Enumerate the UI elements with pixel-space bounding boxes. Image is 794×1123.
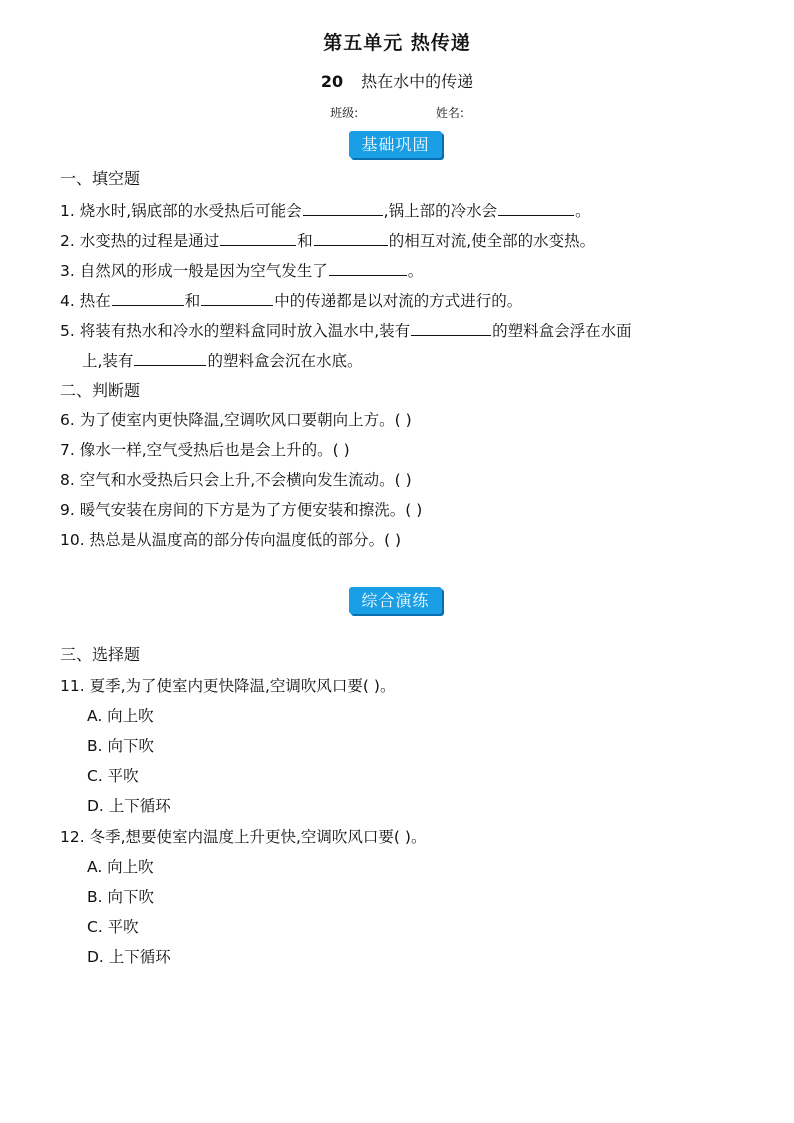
option-a[interactable]: A. 向上吹 [87,858,154,876]
question-6: 6. 为了使室内更快降温,空调吹风口要朝向上方。( ) [60,411,412,429]
lesson-number: 20 [320,72,344,91]
answer-blank[interactable] [329,260,407,276]
name-label: 姓名: [435,106,464,120]
answer-blank[interactable] [220,230,296,246]
answer-blank[interactable] [303,200,383,216]
question-2: 2. 水变热的过程是通过 和 的相互对流,使全部的水变热。 [60,232,596,250]
answer-blank[interactable] [201,290,273,306]
option-b[interactable]: B. 向下吹 [87,888,154,906]
option-b[interactable]: B. 向下吹 [87,737,154,755]
question-8: 8. 空气和水受热后只会上升,不会横向发生流动。( ) [60,471,412,489]
question-11: 11. 夏季,为了使室内更快降温,空调吹风口要( )。 [60,677,396,695]
answer-blank[interactable] [134,350,206,366]
question-10: 10. 热总是从温度高的部分传向温度低的部分。( ) [60,531,402,549]
part2-title: 二、判断题 [60,381,141,400]
question-7: 7. 像水一样,空气受热后也是会上升的。( ) [60,441,350,459]
question-3: 3. 自然风的形成一般是因为空气发生了 。 [60,262,424,280]
question-12: 12. 冬季,想要使室内温度上升更快,空调吹风口要( )。 [60,828,427,846]
question-4: 4. 热在 和 中的传递都是以对流的方式进行的。 [60,292,523,310]
question-9: 9. 暖气安装在房间的下方是为了方便安装和擦洗。( ) [60,501,423,519]
option-c[interactable]: C. 平吹 [87,767,139,785]
question-1: 1. 烧水时,锅底部的水受热后可能会 ,锅上部的冷水会 。 [60,202,591,220]
lesson-title: 热在水中的传递 [361,72,474,91]
unit-title: 第五单元 热传递 [323,32,471,54]
option-a[interactable]: A. 向上吹 [87,707,154,725]
basic-section-banner: 基础巩固 [349,131,442,158]
question-5: 5. 将装有热水和冷水的塑料盒同时放入温水中,装有 的塑料盒会浮在水面 [60,322,632,340]
student-info [0,104,794,121]
answer-blank[interactable] [411,320,491,336]
lesson-title-row [0,69,794,92]
answer-blank[interactable] [112,290,184,306]
comprehensive-section-banner: 综合演练 [349,587,442,614]
question-5-cont: 上,装有 的塑料盒会沉在水底。 [82,352,363,370]
option-c[interactable]: C. 平吹 [87,918,139,936]
answer-blank[interactable] [498,200,574,216]
answer-blank[interactable] [314,230,388,246]
part3-title: 三、选择题 [60,645,141,664]
class-label: 班级: [330,106,359,120]
option-d[interactable]: D. 上下循环 [87,948,171,966]
part1-title: 一、填空题 [60,169,141,188]
option-d[interactable]: D. 上下循环 [87,797,171,815]
